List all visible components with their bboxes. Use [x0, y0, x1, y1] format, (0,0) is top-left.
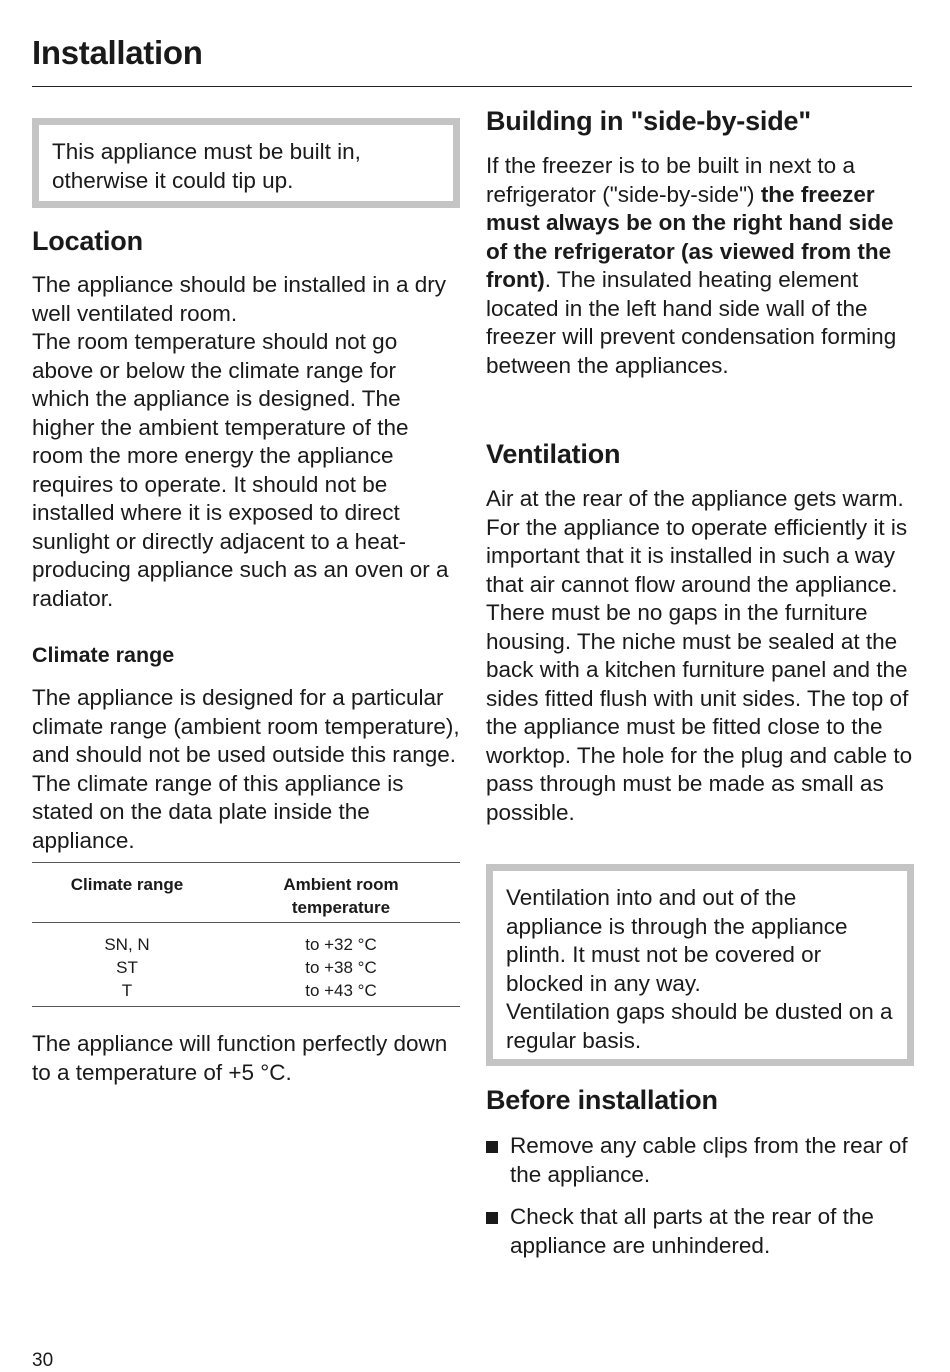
square-bullet-icon [486, 1212, 498, 1224]
list-item-text: Remove any cable clips from the rear of the appliance. [510, 1133, 908, 1187]
side-by-side-text [486, 152, 912, 380]
table-cell-climate: T [121, 981, 133, 1000]
list-item [486, 1132, 916, 1189]
table-cell-temperature: to +43 °C [305, 981, 377, 1000]
table-cell-temperature: to +32 °C [305, 935, 377, 954]
ventilation-note-text-2: Ventilation gaps should be dusted on a regular basis. [506, 999, 893, 1053]
built-in-warning-text: This appliance must be built in, otherwise it could tip up. [52, 139, 361, 193]
side-by-side-heading: Building in "side-by-side" [486, 106, 811, 136]
table-cell-climate: SN, N [104, 935, 150, 954]
table-row [32, 979, 460, 1007]
table-cell-temperature: to +38 °C [305, 958, 377, 977]
square-bullet-icon [486, 1141, 498, 1153]
table-header-climate-range: Climate range [70, 875, 184, 894]
table-header-row [32, 863, 460, 923]
page-title: Installation [32, 34, 203, 71]
list-item-text: Check that all parts at the rear of the appliance are unhindered. [510, 1204, 874, 1258]
location-heading: Location [32, 226, 143, 256]
ventilation-note-text-1: Ventilation into and out of the appliance is through the appliance plinth. It must not be covered or blocked in any way. [506, 885, 848, 996]
side-by-side-text-intro: If the freezer is to be built in next to a refrigerator ("side-by-side") [486, 153, 855, 207]
climate-range-text: The appliance is designed for a particular climate range (ambient room temperature), and should not be used outside this range. The climate range of this appliance is stated on the data plate inside the appliance. [32, 685, 460, 853]
location-text-1: The appliance should be installed in a dry well ventilated room. [32, 272, 447, 326]
list-item [486, 1203, 916, 1260]
climate-range-heading: Climate range [32, 643, 175, 667]
table-row [32, 923, 460, 957]
climate-range-table [32, 862, 460, 1007]
title-divider [32, 86, 912, 87]
location-text-2: The room temperature should not go above or below the climate range for which the appliance is designed. The higher the ambient temperature of the room the more energy the appliance requires to operate. It should not be installed where it is exposed to direct sunlight or directly adjacent to a heat-producing appliance such as an oven or a radiator. [32, 329, 449, 611]
page-number: 30 [32, 1350, 54, 1371]
before-installation-list [486, 1132, 916, 1274]
table-row [32, 956, 460, 979]
side-by-side-text-emphasis: the freezer must always be on the right hand side of the refrigerator (as viewed from the front) [486, 181, 894, 292]
table-header-ambient-temperature: Ambient room temperature [283, 875, 399, 917]
minimum-temperature-text: The appliance will function perfectly down to a temperature of +5 °C. [32, 1031, 448, 1085]
built-in-warning-box [32, 118, 460, 208]
before-installation-heading: Before installation [486, 1085, 718, 1115]
table-cell-climate: ST [116, 958, 138, 977]
side-by-side-text-rest: . The insulated heating element located in the left hand side wall of the freezer will prevent condensation forming between the appliances. [486, 267, 897, 378]
ventilation-text: Air at the rear of the appliance gets warm. For the appliance to operate efficiently it is important that it is installed in such a way that air cannot flow around the appliance. There must be no gaps in the furniture housing. The niche must be sealed at the back with a kitchen furniture panel and the sides fitted flush with unit sides. The top of the appliance must be fitted close to the worktop. The hole for the plug and cable to pass through must be made as small as possible. [486, 486, 913, 825]
ventilation-note-box [486, 864, 914, 1066]
ventilation-heading: Ventilation [486, 439, 621, 469]
